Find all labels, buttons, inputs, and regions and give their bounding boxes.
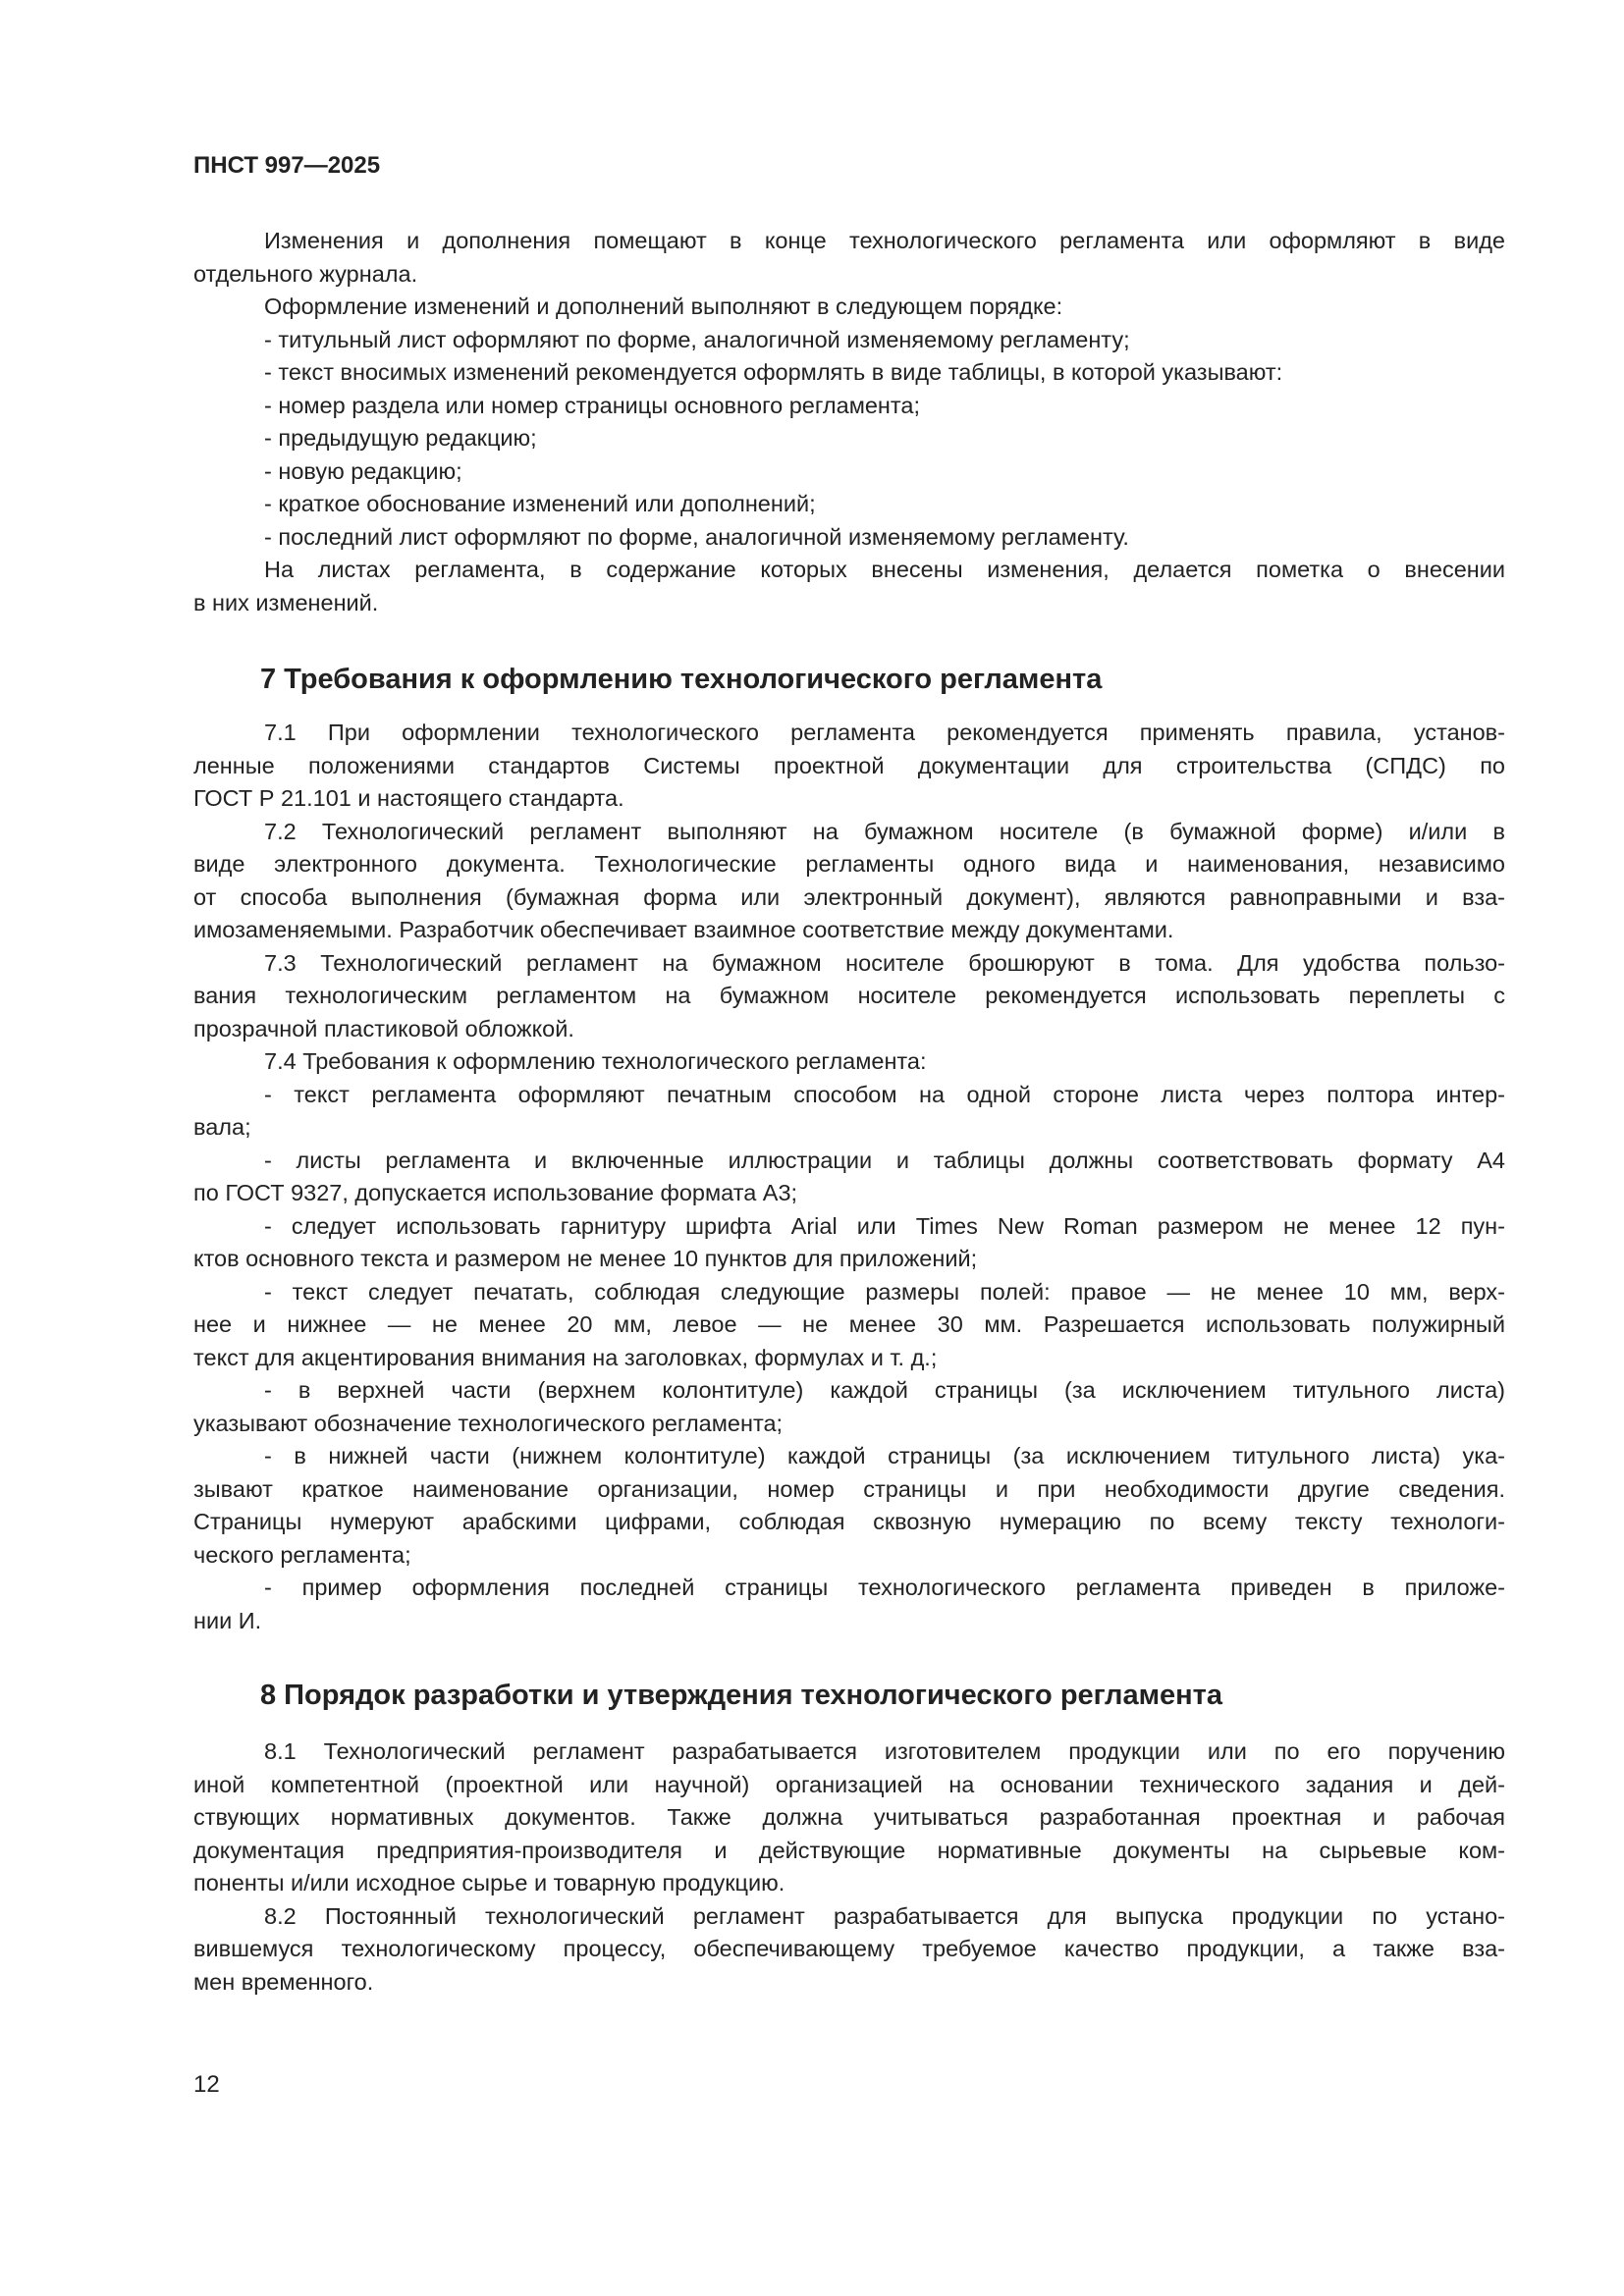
paragraph [193,422,1505,455]
text-line: текст для акцентирования внимания на заголовках, формулах и т. д.; [193,1344,938,1370]
text-line: по ГОСТ 9327, допускается использование формата А3; [193,1180,798,1205]
text-line: нее и нижнее — не менее 20 мм, левое — не менее 30 мм. Разрешается использовать полужирный [193,1311,1505,1337]
text-line: - последний лист оформляют по форме, аналогичной изменяемому регламенту. [264,523,1129,550]
text-line: 8.1 Технологический регламент разрабатывается изготовителем продукции или по его поручению [264,1738,1505,1764]
intro-section [193,225,1505,619]
text-line: 7.3 Технологический регламент на бумажном носителе брошюруют в тома. Для удобства пользо- [264,949,1505,976]
text-line: - в верхней части (верхнем колонтитуле) каждой страницы (за исключением титульного листа) [264,1377,1505,1403]
paragraph [193,1210,1505,1276]
paragraph [193,1440,1505,1572]
paragraph [193,225,1505,291]
text-line: вившемуся технологическому процессу, обеспечивающему требуемое качество продукции, а также взa- [193,1936,1505,1961]
text-line: ствующих нормативных документов. Также должна учитываться разработанная проектная и рабочая [193,1804,1505,1830]
paragraph [193,1900,1505,2000]
text-line: На листах регламента, в содержание которых внесены изменения, делается пометка о внесении [264,557,1505,582]
text-line: - текст регламента оформляют печатным способом на одной стороне листа через полтора интер- [264,1081,1505,1107]
paragraph [193,717,1505,816]
text-line: Изменения и дополнения помещают в конце технологического регламента или оформляют в виде [264,228,1505,253]
section-7-body [193,717,1505,1637]
text-line: иной компетентной (проектной или научной) организацией на основании технического задания и дей- [193,1771,1505,1797]
text-line: 7.4 Требования к оформлению технологического регламента: [264,1048,927,1074]
text-line: - в нижней части (нижнем колонтитуле) каждой страницы (за исключением титульного листа) ука- [264,1443,1505,1468]
text-line: - титульный лист оформляют по форме, аналогичной изменяемому регламенту; [264,326,1130,352]
paragraph [193,1374,1505,1440]
paragraph [193,390,1505,423]
document-designation: ПНСТ 997—2025 [193,152,381,179]
section-7-heading: 7 Требования к оформлению технологического регламента [260,664,1103,695]
text-line: нии И. [193,1607,262,1633]
text-line: указывают обозначение технологического регламента; [193,1410,784,1436]
text-line: ктов основного текста и размером не менее 10 пунктов для приложений; [193,1246,978,1271]
text-line: - текст вносимых изменений рекомендуется оформлять в виде таблицы, в которой указывают: [264,359,1283,385]
text-line: - новую редакцию; [264,457,462,484]
text-line: 7.2 Технологический регламент выполняют на бумажном носителе (в бумажной форме) и/или в [264,818,1505,844]
text-line: - номер раздела или номер страницы основного регламента; [264,392,921,418]
text-line: - пример оформления последней страницы технологического регламента приведен в приложе- [264,1575,1505,1600]
text-line: Оформление изменений и дополнений выполняют в следующем порядке: [264,294,1063,319]
paragraph [193,554,1505,619]
paragraph [193,488,1505,521]
text-line: документация предприятия-производителя и действующие нормативные документы на сырьевые ком- [193,1837,1505,1863]
text-line: мен временного. [193,1968,374,1995]
text-line: поненты и/или исходное сырье и товарную продукцию. [193,1870,785,1896]
text-line: зывают краткое наименование организации, номер страницы и при необходимости другие сведения. [193,1475,1505,1502]
document-body [193,225,1505,1999]
paragraph [193,947,1505,1046]
text-line: - листы регламента и включенные иллюстрации и таблицы должны соответствовать формату А4 [264,1147,1505,1173]
paragraph [193,1079,1505,1145]
text-line: Страницы нумеруют арабскими цифрами, соблюдая сквозную нумерацию по всему тексту технологи- [193,1509,1505,1534]
text-line: - следует использовать гарнитуру шрифта Arial или Times New Roman размером не менее 12 пун- [264,1212,1505,1239]
text-line: от способа выполнения (бумажная форма или электронный документ), являются равноправными и вза- [193,883,1505,910]
text-line: ленные положениями стандартов Системы проектной документации для строительства (СПДС) по [193,752,1505,778]
paragraph [193,356,1505,390]
text-line: 8.2 Постоянный технологический регламент разрабатывается для выпуска продукции по устано- [264,1902,1505,1929]
text-line: - текст следует печатать, соблюдая следующие размеры полей: правое — не менее 10 мм, верх- [264,1278,1505,1305]
text-line: ческого регламента; [193,1541,411,1568]
paragraph [193,521,1505,555]
text-line: прозрачной пластиковой обложкой. [193,1015,574,1041]
text-line: ГОСТ Р 21.101 и настоящего стандарта. [193,785,624,811]
paragraph [193,1735,1505,1900]
text-line: виде электронного документа. Технологические регламенты одного вида и наименования, независимо [193,851,1505,877]
paragraph [193,1145,1505,1210]
paragraph [193,1045,1505,1079]
text-line: - краткое обоснование изменений или дополнений; [264,491,816,516]
paragraph [193,816,1505,947]
paragraph [193,324,1505,357]
text-line: в них изменений. [193,589,379,615]
paragraph [193,1276,1505,1375]
section-8-body [193,1735,1505,1999]
section-8-heading: 8 Порядок разработки и утверждения технологического регламента [260,1680,1222,1711]
text-line: отдельного журнала. [193,260,418,287]
paragraph [193,1572,1505,1637]
text-line: - предыдущую редакцию; [264,425,537,451]
paragraph [193,291,1505,324]
text-line: имозаменяемыми. Разработчик обеспечивает взаимное соответствие между документами. [193,917,1174,942]
page-number: 12 [193,2071,220,2098]
text-line: 7.1 При оформлении технологического регламента рекомендуется применять правила, установ- [264,720,1505,745]
paragraph [193,455,1505,489]
text-line: вала; [193,1114,251,1140]
text-line: вания технологическим регламентом на бумажном носителе рекомендуется использовать переплеты с [193,983,1505,1008]
